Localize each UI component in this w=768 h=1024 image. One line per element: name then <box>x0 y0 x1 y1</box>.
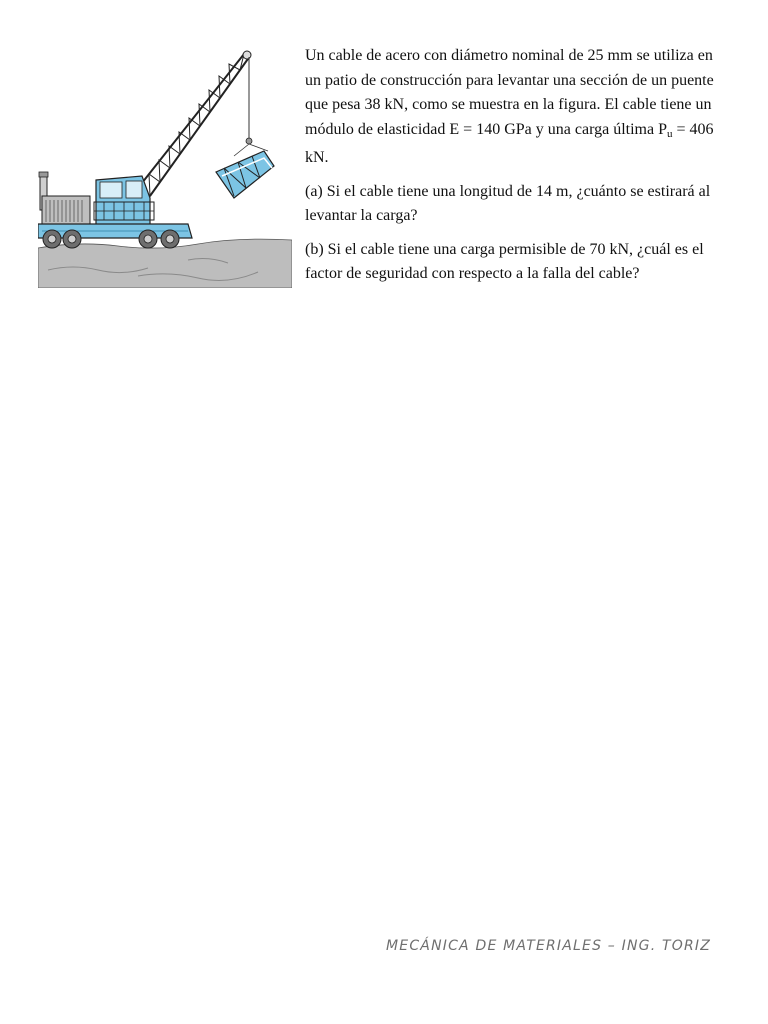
problem-paragraph-intro <box>305 44 725 171</box>
page-footer: MECÁNICA DE MATERIALES – ING. TORIZ <box>386 938 712 954</box>
problem-statement <box>305 44 725 296</box>
subscript-u: u <box>666 127 673 140</box>
crane-cab <box>94 176 154 226</box>
problem-part-a: (a) Si el cable tiene una longitud de 14 m, ¿cuánto se estirará al levantar la carga? <box>305 182 711 224</box>
intro-tail: = 406 kN. <box>305 120 714 166</box>
crane-figure <box>38 48 292 288</box>
bridge-section <box>216 151 274 198</box>
intro-text: Un cable de acero con diámetro nominal de 25 mm se utiliza en un patio de construcción para levantar una sección de un puente que pesa 38 kN, como se muestra en la figura. El cable tiene un módulo de elasticidad E = 140 GPa y una carga última P <box>305 47 714 138</box>
problem-part-b: (b) Si el cable tiene una carga permisible de 70 kN, ¿cuál es el factor de seguridad con respecto a la falla del cable? <box>305 240 704 282</box>
engine-block <box>42 196 90 226</box>
